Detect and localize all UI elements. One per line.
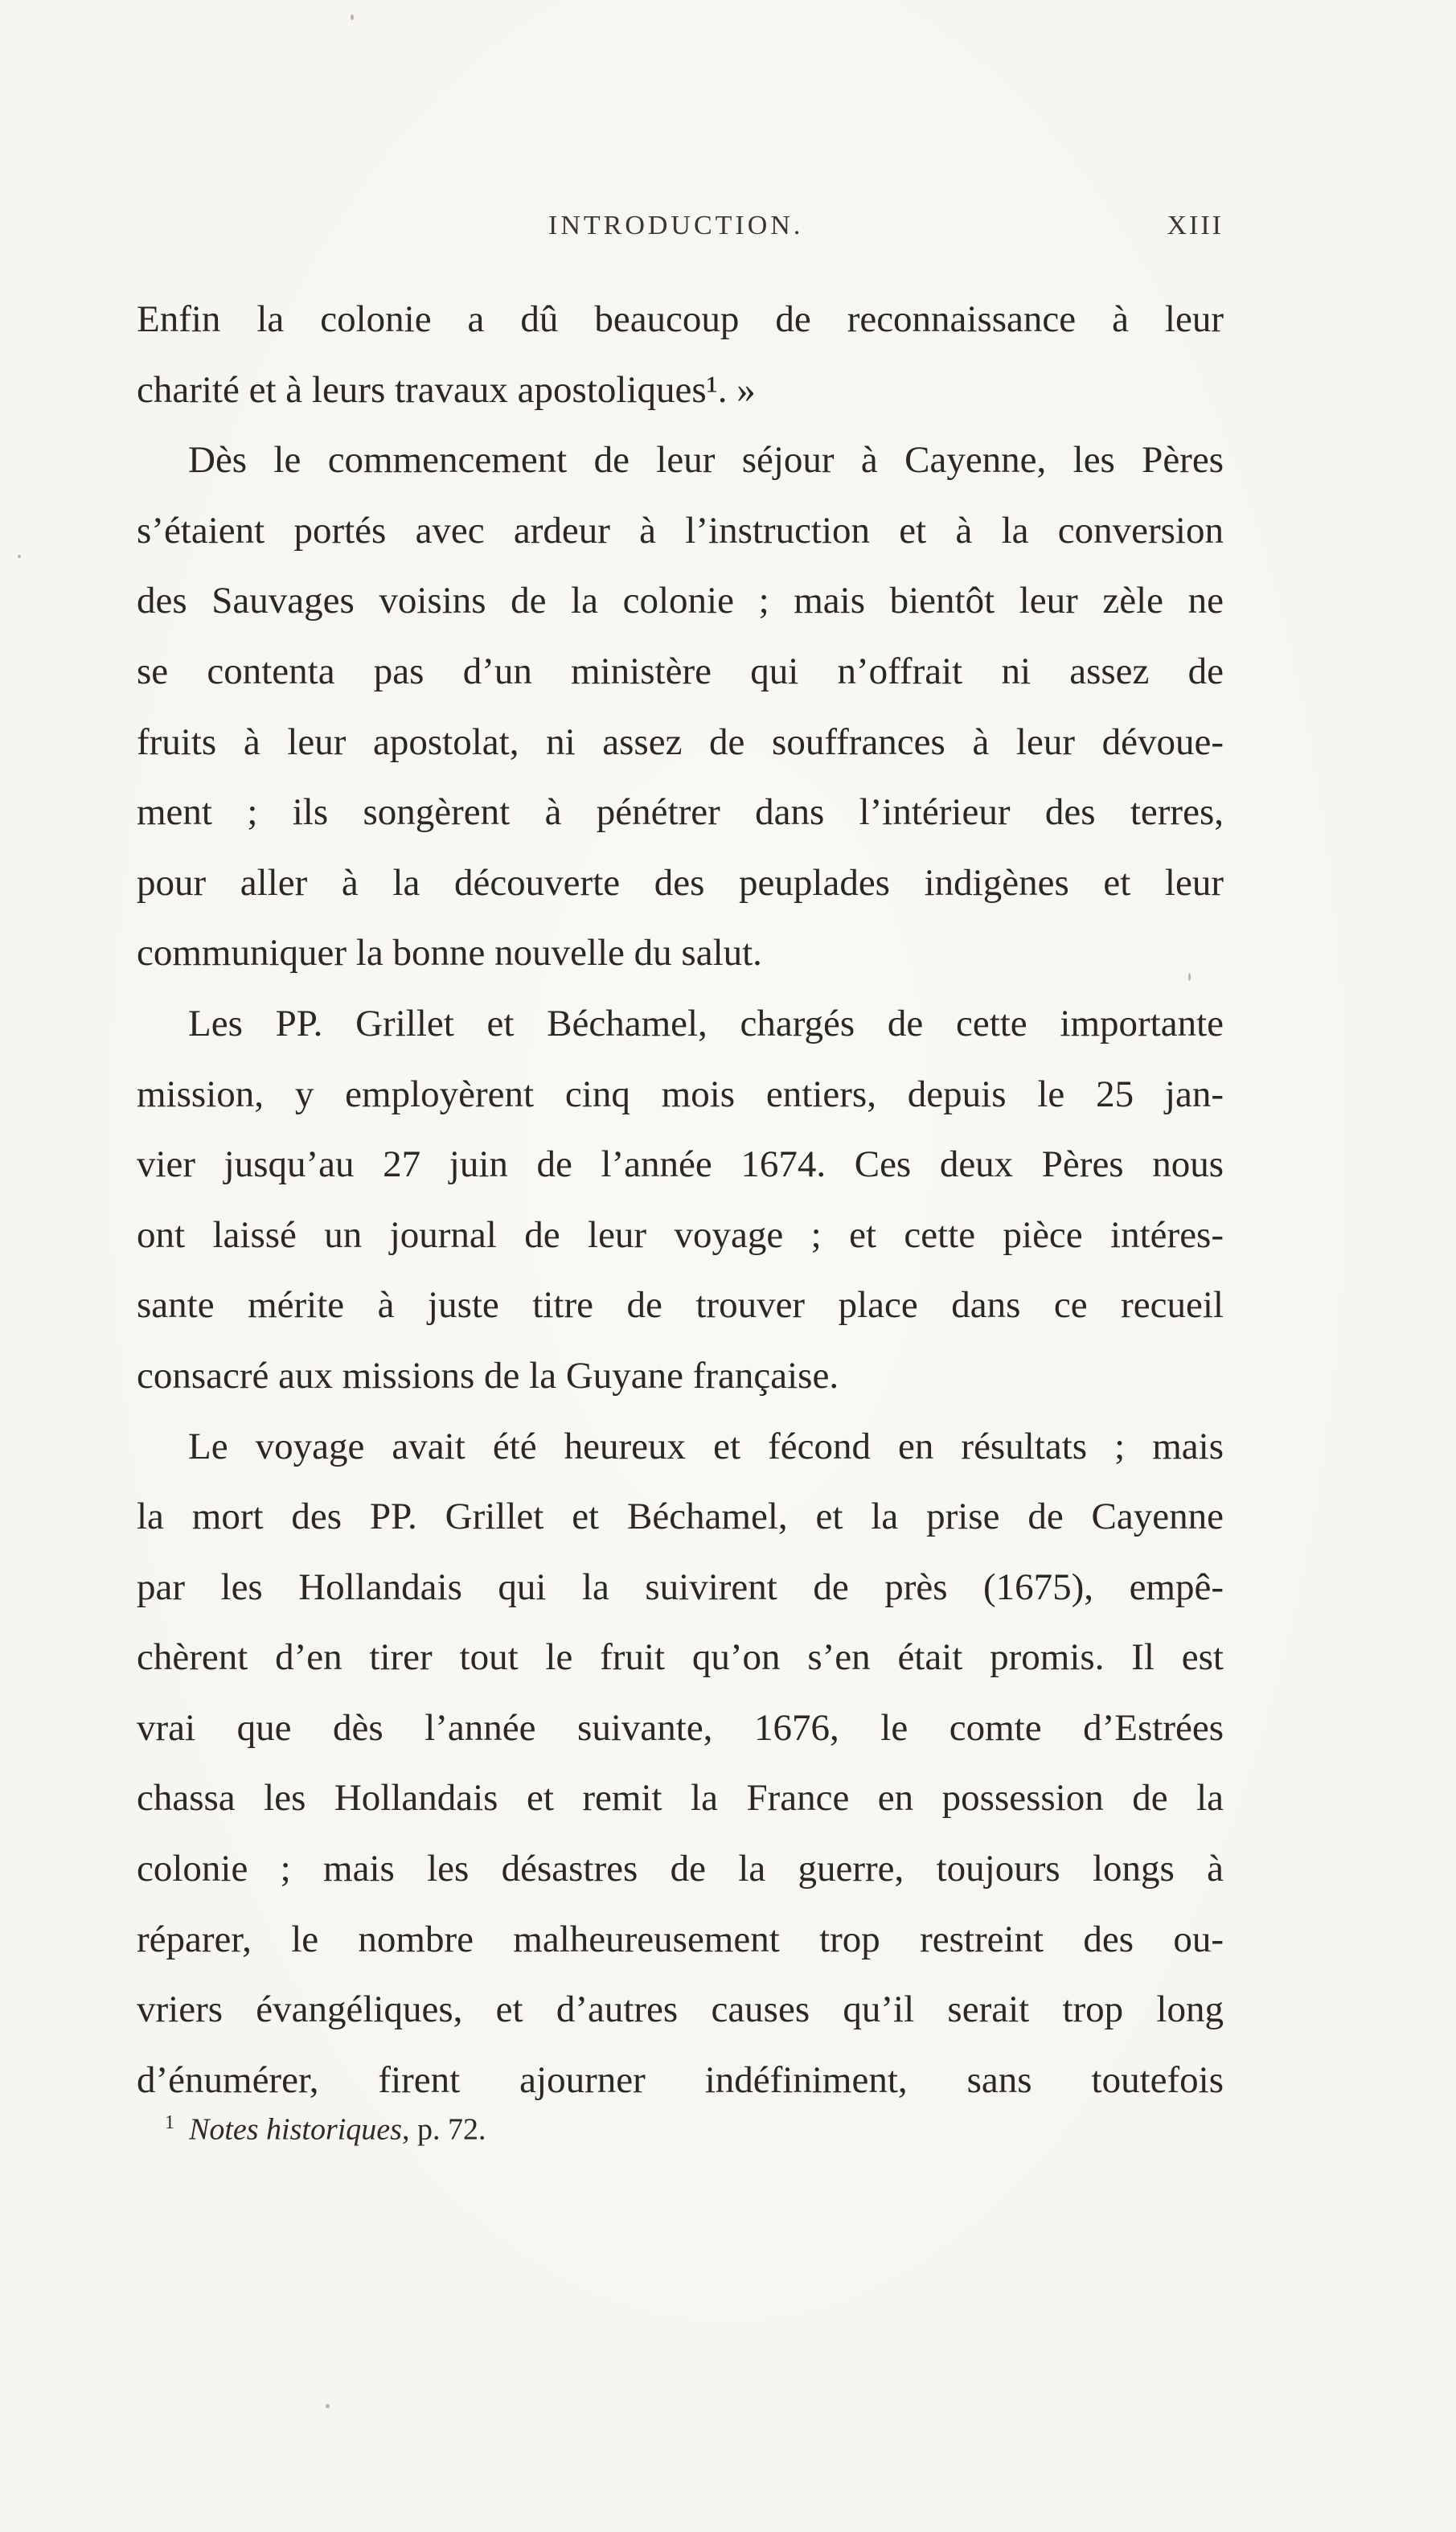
text-line: Les PP. Grillet et Béchamel, chargés de cette importante [188, 1002, 1224, 1044]
paper-speck [1188, 973, 1191, 981]
text-line: ont laissé un journal de leur voyage ; et cette pièce intéres- [137, 1213, 1224, 1256]
text-line: s’étaient portés avec ardeur à l’instruction et à la conversion [137, 509, 1224, 552]
text-line: se contenta pas d’un ministère qui n’offrait ni assez de [137, 650, 1224, 692]
text-line: mission, y employèrent cinq mois entiers, depuis le 25 jan- [137, 1073, 1224, 1115]
text-line: chèrent d’en tirer tout le fruit qu’on s’en était promis. Il est [137, 1636, 1224, 1679]
text-line: colonie ; mais les désastres de la guerre, toujours longs à [137, 1848, 1224, 1890]
text-line: consacré aux missions de la Guyane française. [137, 1354, 839, 1397]
text-line: d’énumérer, firent ajourner indéfiniment, sans toutefois [137, 2058, 1224, 2101]
text-line: ment ; ils songèrent à pénétrer dans l’intérieur des terres, [137, 791, 1224, 834]
text-line: sante mérite à juste titre de trouver place dans ce recueil [137, 1284, 1224, 1327]
text-line: communiquer la bonne nouvelle du salut. [137, 932, 762, 975]
paper-speck [351, 14, 354, 20]
text-line: vier jusqu’au 27 juin de l’année 1674. Ces deux Pères nous [137, 1143, 1224, 1186]
text-line: Le voyage avait été heureux et fécond en résultats ; mais [188, 1425, 1224, 1467]
paper-speck [18, 555, 21, 558]
footnote-page-ref: , p. 72. [401, 2112, 486, 2147]
text-line: vriers évangéliques, et d’autres causes qu’il serait trop long [137, 1988, 1224, 2031]
running-head [137, 211, 1224, 251]
text-line: par les Hollandais qui la suivirent de près (1675), empê- [137, 1566, 1224, 1608]
text-line: Enfin la colonie a dû beaucoup de reconnaissance à leur [137, 298, 1224, 340]
page-number: XIII [1167, 211, 1224, 240]
footnote-marker: 1 [165, 2112, 174, 2133]
paper-speck [326, 2404, 330, 2408]
text-line: pour aller à la découverte des peuplades indigènes et leur [137, 861, 1224, 904]
text-line: des Sauvages voisins de la colonie ; mais bientôt leur zèle ne [137, 580, 1224, 622]
text-line: réparer, le nombre malheureusement trop restreint des ou- [137, 1918, 1224, 1960]
running-title: INTRODUCTION. [548, 211, 804, 240]
text-line: fruits à leur apostolat, ni assez de souffrances à leur dévoue- [137, 720, 1224, 763]
footnote [165, 2099, 888, 2154]
body-text [137, 285, 1224, 2115]
text-line: chassa les Hollandais et remit la France en possession de la [137, 1777, 1224, 1820]
text-line: vrai que dès l’année suivante, 1676, le comte d’Estrées [137, 1706, 1224, 1749]
text-line: charité et à leurs travaux apostoliques¹. » [137, 368, 756, 411]
footnote-work-title: Notes historiques [189, 2112, 402, 2147]
text-line: la mort des PP. Grillet et Béchamel, et la prise de Cayenne [137, 1496, 1224, 1538]
text-line: Dès le commencement de leur séjour à Cayenne, les Pères [188, 439, 1224, 482]
